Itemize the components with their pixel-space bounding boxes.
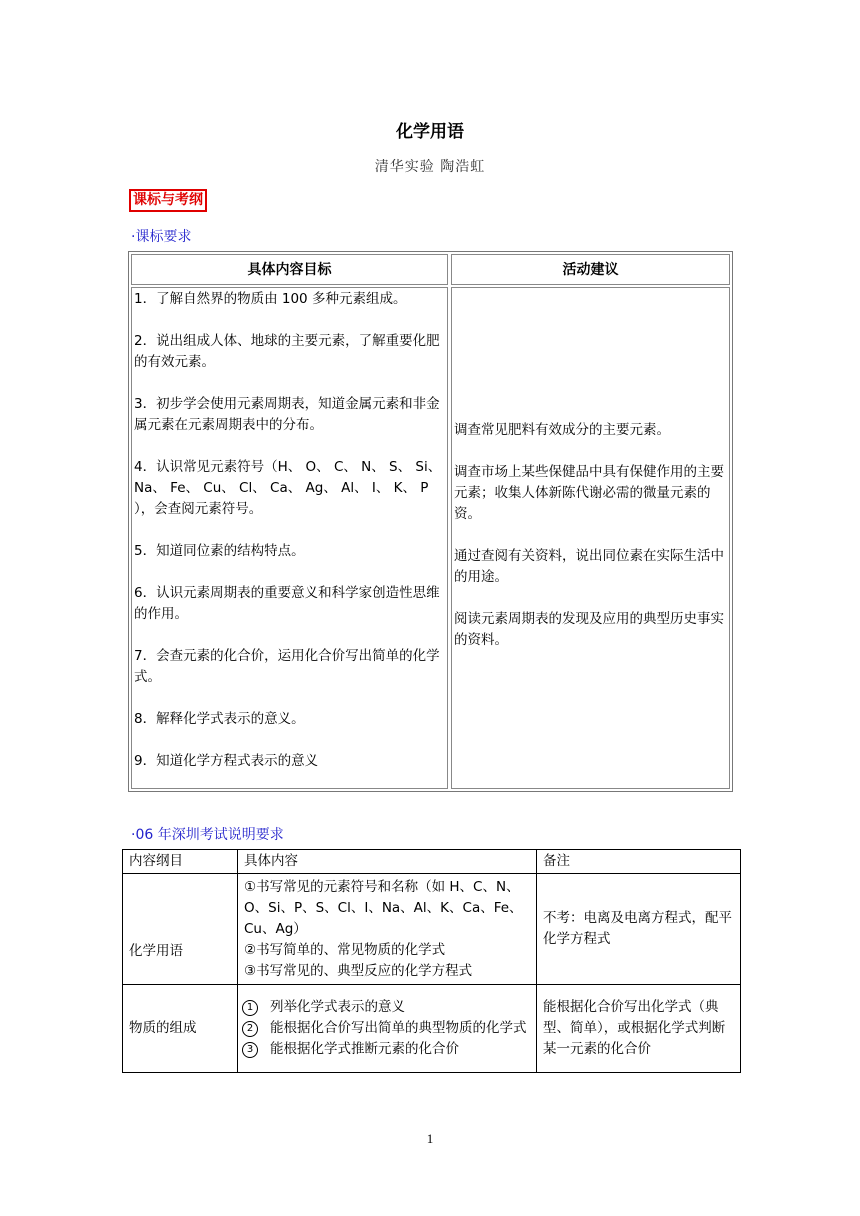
list-item-text: 能根据化学式推断元素的化合价 [270, 1041, 459, 1057]
curriculum-table [128, 251, 733, 792]
content-item: ②书写简单的、常见物质的化学式 [244, 941, 446, 958]
activity-item: 调查市场上某些保健品中具有保健作用的主要元素；收集人体新陈代谢必需的微量元素的资。 [454, 464, 724, 522]
note-cell: 不考：电离及电离方程式，配平化学方程式 [537, 874, 741, 985]
list-item [244, 1018, 530, 1039]
circled-number: 3 [242, 1042, 258, 1058]
list-item [244, 1039, 530, 1060]
goals-cell [131, 287, 448, 789]
content-cell [238, 874, 537, 985]
header-note: 备注 [537, 850, 741, 874]
list-item-text: 能根据化合价写出简单的典型物质的化学式 [270, 1020, 527, 1036]
table-row [123, 985, 741, 1073]
activity-item: 通过查阅有关资料，说出同位素在实际生活中的用途。 [454, 548, 724, 585]
goal-item: 2．说出组成人体、地球的主要元素，了解重要化肥的有效元素。 [134, 333, 440, 370]
author-line: 清华实验 陶浩虹 [374, 159, 486, 175]
goal-item: 6．认识元素周期表的重要意义和科学家创造性思维的作用。 [134, 585, 440, 622]
circled-number: 2 [242, 1021, 258, 1037]
header-content: 具体内容 [238, 850, 537, 874]
curriculum-heading: ·课标要求 [131, 229, 192, 245]
goal-item: 4．认识常见元素符号（H、 O、 C、 N、 S、 Si、 Na、 Fe、 Cu、 Cl、 Ca、 Ag、 Al、 I、 K、 P ），会查阅元素符号。 [134, 459, 442, 517]
page-number: 1 [426, 1131, 434, 1146]
note-cell: 能根据化合价写出化学式（典型、简单），或根据化学式判断某一元素的化合价 [537, 985, 741, 1073]
exam-heading: ·06 年深圳考试说明要求 [131, 827, 284, 843]
table-header-row [123, 850, 741, 874]
col-header-activities: 活动建议 [451, 254, 730, 285]
document-title: 化学用语 [396, 122, 464, 142]
category-cell: 物质的组成 [123, 985, 238, 1073]
content-item: ①书写常见的元素符号和名称（如 H、C、N、O、Si、P、S、Cl、I、Na、Al、K、Ca、Fe、Cu、Ag） [244, 878, 523, 937]
col-header-goals: 具体内容目标 [131, 254, 448, 285]
activities-cell [451, 287, 730, 789]
section-tag: 课标与考纲 [129, 189, 207, 212]
activity-item: 调查常见肥料有效成分的主要元素。 [454, 422, 670, 438]
header-category: 内容纲目 [123, 850, 238, 874]
table-row [123, 874, 741, 985]
content-cell [238, 985, 537, 1073]
exam-table [122, 849, 741, 1073]
circled-number: 1 [242, 1000, 258, 1016]
goal-item: 1．了解自然界的物质由 100 多种元素组成。 [134, 291, 407, 307]
activity-item: 阅读元素周期表的发现及应用的典型历史事实的资料。 [454, 611, 724, 648]
content-item: ③书写常见的、典型反应的化学方程式 [244, 962, 473, 979]
goal-item: 9．知道化学方程式表示的意义 [134, 753, 319, 769]
list-item [244, 997, 530, 1018]
list-item-text: 列举化学式表示的意义 [270, 999, 405, 1015]
goal-item: 7．会查元素的化合价，运用化合价写出简单的化学式。 [134, 648, 440, 685]
goal-item: 3．初步学会使用元素周期表，知道金属元素和非金属元素在元素周期表中的分布。 [134, 396, 440, 433]
goal-item: 8．解释化学式表示的意义。 [134, 711, 305, 727]
category-cell: 化学用语 [123, 874, 238, 985]
goal-item: 5．知道同位素的结构特点。 [134, 543, 305, 559]
